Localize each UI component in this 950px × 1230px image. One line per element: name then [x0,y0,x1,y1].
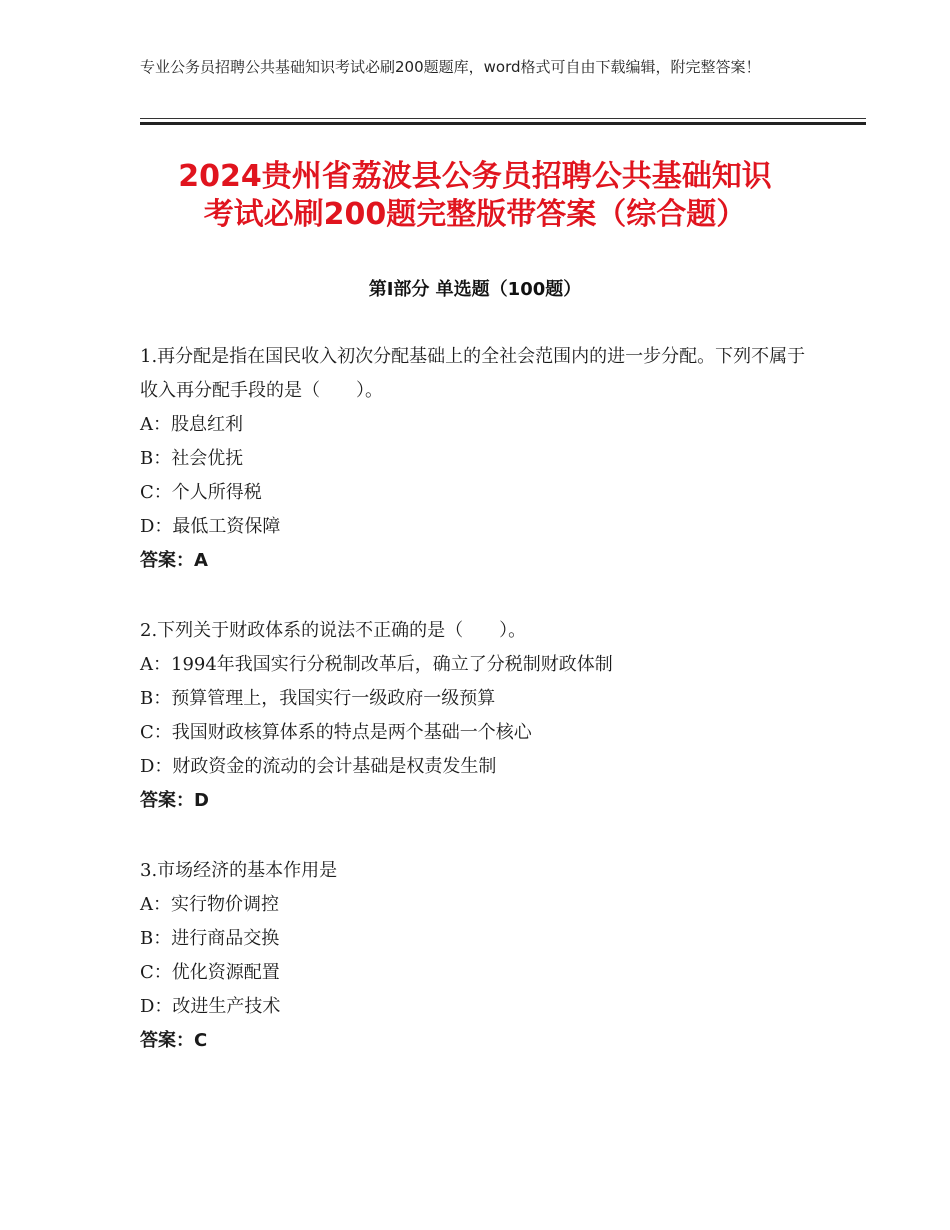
option-c: C：我国财政核算体系的特点是两个基础一个核心 [140,722,532,743]
option-a: A：实行物价调控 [140,894,279,915]
question-stem: 1.再分配是指在国民收入初次分配基础上的全社会范围内的进一步分配。下列不属于收入再分配手段的是（ ）。 [140,346,806,401]
question-3 [140,854,820,1058]
title-line-1: 2024贵州省荔波县公务员招聘公共基础知识 [178,159,772,194]
question-1 [140,340,820,578]
option-d: D：最低工资保障 [140,516,281,537]
answer: 答案：D [140,790,209,811]
header-divider-thin [140,118,866,119]
option-b: B：进行商品交换 [140,928,280,949]
answer: 答案：A [140,550,208,571]
question-stem: 2.下列关于财政体系的说法不正确的是（ ）。 [140,620,527,641]
option-a: A：股息红利 [140,414,243,435]
option-d: D：改进生产技术 [140,996,281,1017]
option-b: B：社会优抚 [140,448,244,469]
option-b: B：预算管理上，我国实行一级政府一级预算 [140,688,496,709]
header-divider-thick [140,122,866,125]
option-a: A：1994年我国实行分税制改革后，确立了分税制财政体制 [140,654,613,675]
question-stem: 3.市场经济的基本作用是 [140,860,338,881]
question-2 [140,614,820,818]
option-c: C：优化资源配置 [140,962,280,983]
answer: 答案：C [140,1030,208,1051]
option-c: C：个人所得税 [140,482,262,503]
header-note: 专业公务员招聘公共基础知识考试必刷200题题库，word格式可自由下载编辑，附完整答案！ [140,58,761,76]
option-d: D：财政资金的流动的会计基础是权责发生制 [140,756,497,777]
section-title: 第Ⅰ部分 单选题（100题） [368,279,582,300]
document-title [100,158,850,234]
title-line-2: 考试必刷200题完整版带答案（综合题） [203,197,747,232]
